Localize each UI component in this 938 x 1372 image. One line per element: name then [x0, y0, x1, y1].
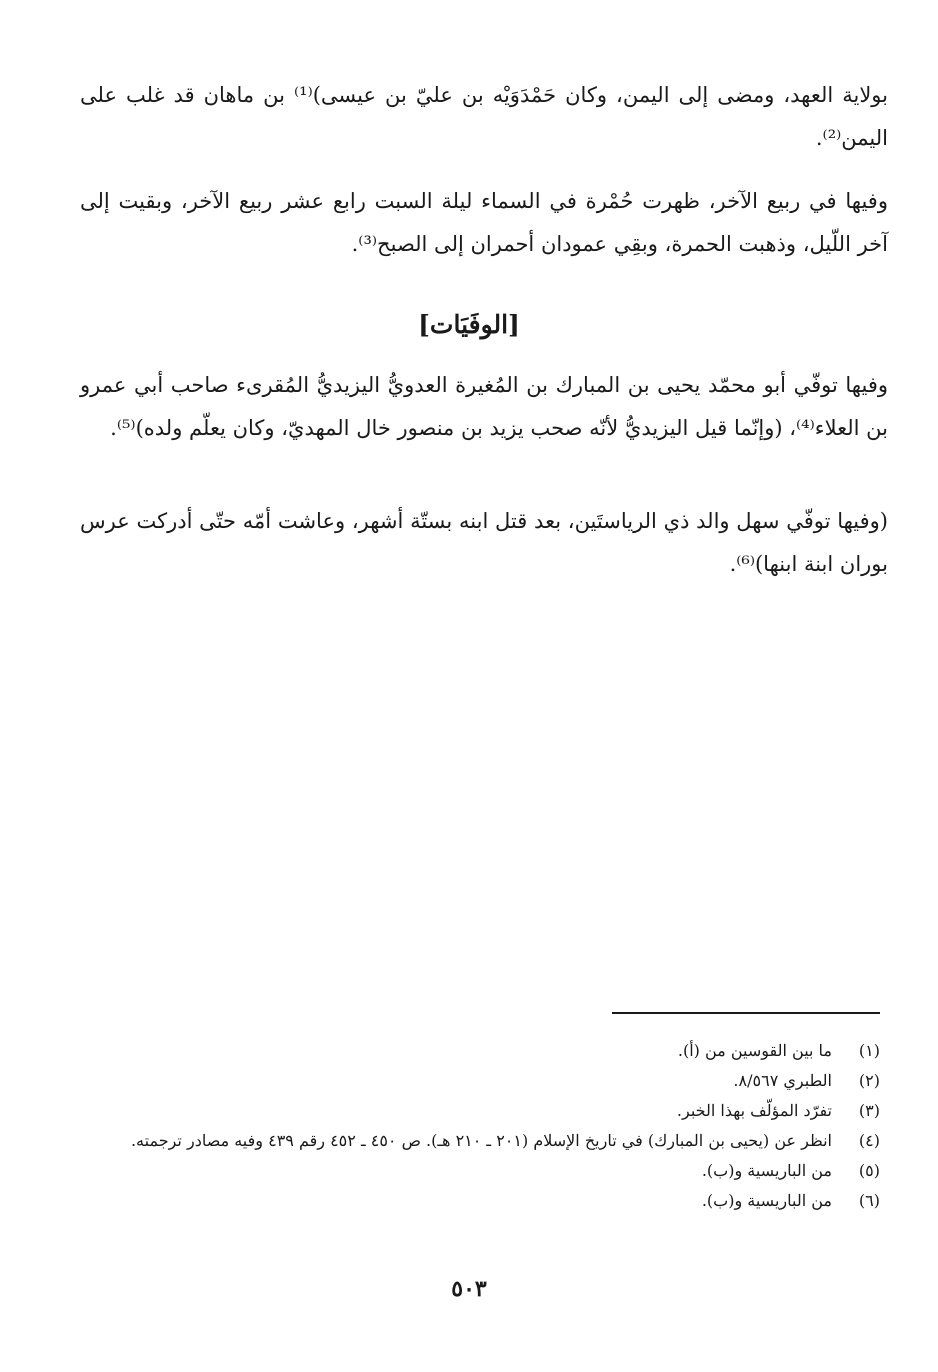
footnote-text: ما بين القوسين من (أ). — [677, 1041, 832, 1060]
paragraph-red-sky: وفيها في ربيع الآخر، ظهرت حُمْرة في السماء ليلة السبت رابع عشر ربيع الآخر، وبقيت إلى آخر اللّيل، وذهبت الحمرة، وبقِي عمودان أحمران إلى الصبح⁽³⁾. — [80, 189, 888, 256]
footnote-number: (٥) — [858, 1161, 880, 1180]
footnote-number: (٦) — [858, 1191, 880, 1210]
paragraph-sahl-death: (وفيها توفّي سهل والد ذي الرياستَين، بعد قتل ابنه بستّة أشهر، وعاشت أمّه حتّى أدركت عرس بوران ابنة ابنها)⁽⁶⁾. — [80, 509, 888, 576]
footnote-item — [80, 1186, 888, 1216]
footnote-text: من الباريسية و(ب). — [701, 1161, 832, 1180]
footnote-item — [80, 1126, 888, 1156]
paragraph-yemen: بولاية العهد، ومضى إلى اليمن، وكان حَمْدَوَيْه بن عليّ بن عيسى)⁽¹⁾ بن ماهان قد غلب على اليمن⁽²⁾. — [80, 83, 888, 150]
footnotes-list — [80, 1036, 888, 1216]
footnote-text: من الباريسية و(ب). — [701, 1191, 832, 1210]
footnote-number: (١) — [858, 1041, 880, 1060]
footnote-item — [80, 1156, 888, 1186]
footnote-number: (٤) — [858, 1131, 880, 1150]
section-heading-deaths: [الوفَيَات] — [418, 310, 520, 339]
footnote-text: الطبري ٨/٥٦٧. — [733, 1071, 832, 1090]
footnote-separator — [612, 1012, 880, 1014]
footnote-number: (٢) — [858, 1071, 880, 1090]
page-number: ٥٠٣ — [451, 1276, 487, 1302]
footnote-item — [80, 1066, 888, 1096]
paragraph-yahya-death: وفيها توفّي أبو محمّد يحيى بن المبارك بن المُغيرة العدويُّ اليزيديُّ المُقرىء صاحب أبي عمرو بن العلاء⁽⁴⁾، (وإنّما قيل اليزيديُّ لأنّه صحب يزيد بن منصور خال المهديّ، وكان يعلّم ولده)⁽⁵⁾. — [80, 373, 888, 440]
footnote-item — [80, 1096, 888, 1126]
footnote-text: تفرّد المؤلّف بهذا الخبر. — [676, 1101, 832, 1120]
footnote-text: انظر عن (يحيى بن المبارك) في تاريخ الإسلام (٢٠١ ـ ٢١٠ هـ). ص ٤٥٠ ـ ٤٥٢ رقم ٤٣٩ وفيه مصادر ترجمته. — [130, 1131, 832, 1150]
footnote-number: (٣) — [858, 1101, 880, 1120]
footnote-item — [80, 1036, 888, 1066]
